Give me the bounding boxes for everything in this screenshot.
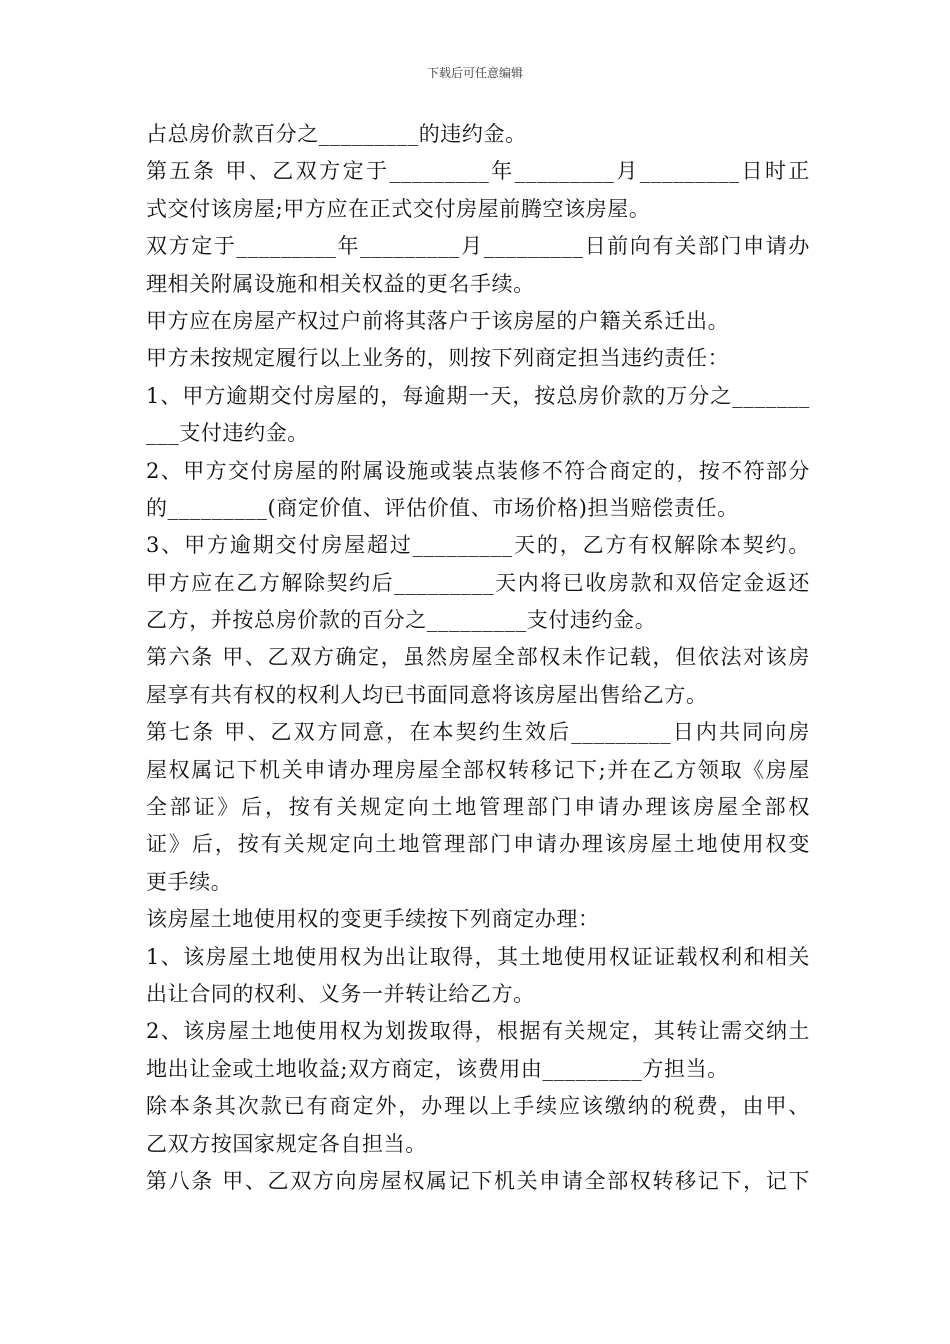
text-line: 该房屋土地使用权的变更手续按下列商定办理： (146, 907, 600, 932)
text-line: 除本条其次款已有商定外，办理以上手续应该缴纳的税费，由甲、 (146, 1094, 810, 1119)
text-line: 第六条 甲、乙双方确定，虽然房屋全部权未作记载，但依法对该房 (146, 645, 810, 670)
text-line: 1、甲方逾期交付房屋的，每逾期一天，按总房价款的万分之_______ (146, 383, 810, 408)
text-line: 乙方，并按总房价款的百分之_________支付违约金。 (146, 608, 657, 633)
document-body (146, 116, 810, 1200)
text-line: 3、甲方逾期交付房屋超过_________天的，乙方有权解除本契约。 (146, 533, 810, 558)
text-line: 证》后，按有关规定向土地管理部门申请办理该房屋土地使用权变 (146, 832, 810, 857)
text-line: 1、该房屋土地使用权为出让取得，其土地使用权证证载权利和相关 (146, 944, 810, 969)
text-line: 屋权属记下机关申请办理房屋全部权转移记下;并在乙方领取《房屋 (146, 757, 810, 782)
text-line: 占总房价款百分之_________的违约金。 (146, 122, 527, 146)
text-line: 第八条 甲、乙双方向房屋权属记下机关申请全部权转移记下，记下 (146, 1168, 810, 1193)
text-line: 甲方应在乙方解除契约后_________天内将已收房款和双倍定金返还 (146, 570, 810, 595)
text-line: 理相关附属设施和相关权益的更名手续。 (146, 271, 535, 296)
text-line: 第五条 甲、乙双方定于_________年_________月_________日时正 (146, 159, 810, 184)
text-line: 乙双方按国家规定各自担当。 (146, 1131, 427, 1156)
text-line: 甲方未按规定履行以上业务的，则按下列商定担当违约责任： (146, 346, 730, 371)
text-line: 式交付该房屋;甲方应在正式交付房屋前腾空该房屋。 (146, 196, 651, 221)
text-line: 更手续。 (146, 869, 233, 894)
text-line: 的_________(商定价值、评估价值、市场价格)担当赔偿责任。 (146, 495, 739, 520)
text-line: 屋享有共有权的权利人均已书面同意将该房屋出售给乙方。 (146, 682, 708, 707)
text-line: 出让合同的权利、义务一并转让给乙方。 (146, 981, 535, 1006)
text-line: 全部证》后，按有关规定向土地管理部门申请办理该房屋全部权 (146, 795, 810, 820)
text-line: 双方定于_________年_________月_________日前向有关部门申请办 (146, 234, 810, 259)
text-line: 甲方应在房屋产权过户前将其落户于该房屋的户籍关系迁出。 (146, 308, 730, 333)
text-line: 地出让金或土地收益;双方商定，该费用由_________方担当。 (146, 1056, 729, 1081)
text-line: 2、该房屋土地使用权为划拨取得，根据有关规定，其转让需交纳土 (146, 1019, 810, 1044)
page-header: 下载后可任意编辑 (426, 66, 523, 80)
text-line: 第七条 甲、乙双方同意，在本契约生效后_________日内共同向房 (146, 720, 810, 745)
text-line: ___支付违约金。 (146, 421, 309, 446)
text-line: 2、甲方交付房屋的附属设施或装点装修不符合商定的，按不符部分 (146, 458, 810, 483)
